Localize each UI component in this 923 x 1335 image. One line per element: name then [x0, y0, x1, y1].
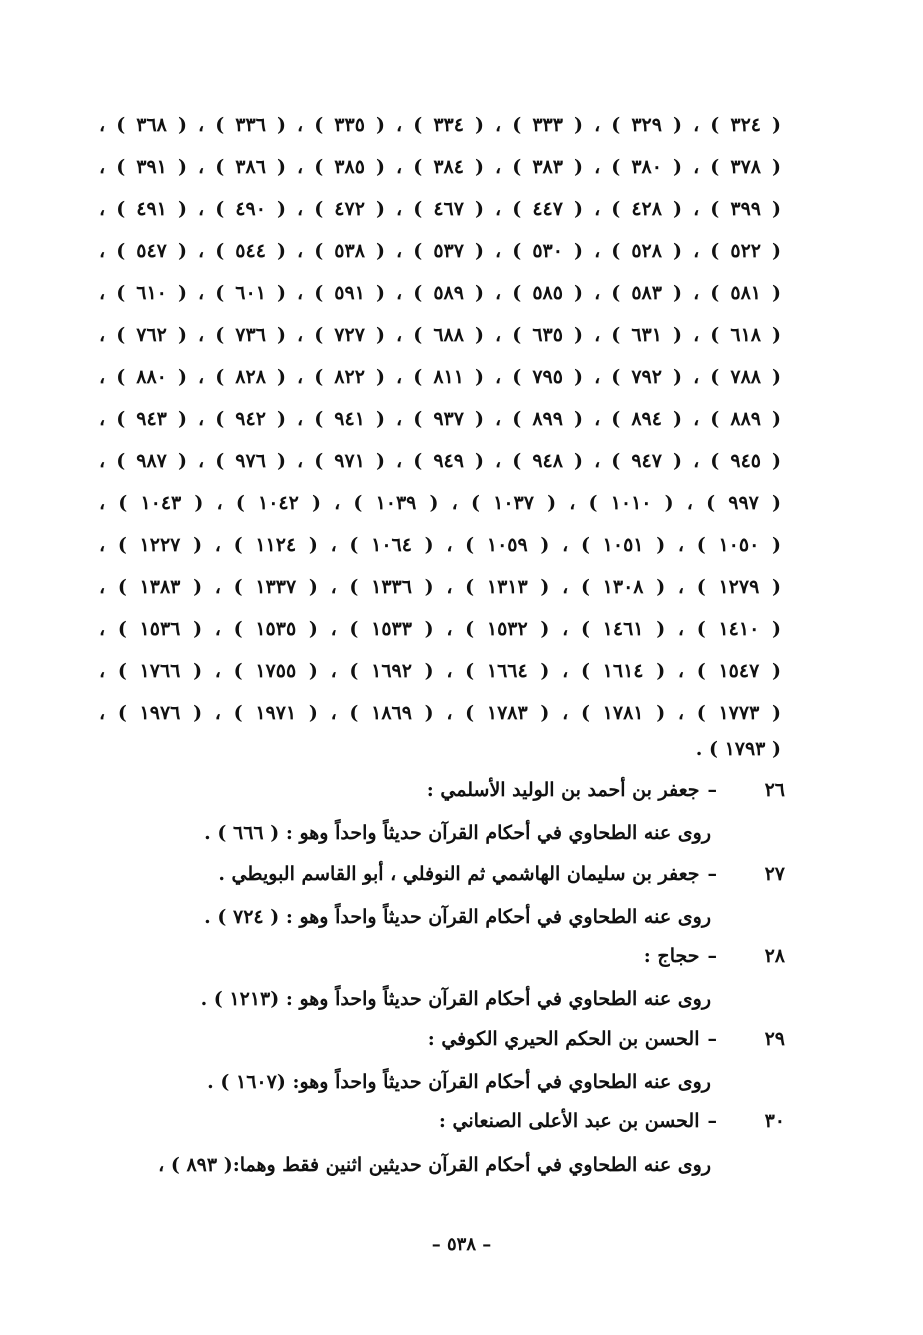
- narrator-entry-heading: [439, 1106, 785, 1136]
- narration-text: روى عنه الطحاوي في أحكام القرآن حديثين اثنين فقط وهما:( ٨٩٣ ) ،: [158, 1154, 711, 1176]
- narration-text: روى عنه الطحاوي في أحكام القرآن حديثاً واحداً وهو : ( ٦٦٦ ) .: [204, 822, 711, 844]
- reference-line: ( ٣٢٤ ) ، ( ٣٢٩ ) ، ( ٣٣٣ ) ، ( ٣٣٤ ) ، ( ٣٣٥ ) ، ( ٣٣٦ ) ، ( ٣٦٨ ) ،: [99, 114, 782, 136]
- reference-line: ( ٥٨١ ) ، ( ٥٨٣ ) ، ( ٥٨٥ ) ، ( ٥٨٩ ) ، ( ٥٩١ ) ، ( ٦٠١ ) ، ( ٦١٠ ) ،: [99, 282, 782, 304]
- reference-line: ( ٣٧٨ ) ، ( ٣٨٠ ) ، ( ٣٨٣ ) ، ( ٣٨٤ ) ، ( ٣٨٥ ) ، ( ٣٨٦ ) ، ( ٣٩١ ) ،: [99, 156, 782, 178]
- reference-line: ( ١٧٧٣ ) ، ( ١٧٨١ ) ، ( ١٧٨٣ ) ، ( ١٨٦٩ ) ، ( ١٩٧١ ) ، ( ١٩٧٦ ) ،: [99, 702, 781, 724]
- narrator-name: جعفر بن سليمان الهاشمي ثم النوفلي ، أبو القاسم البويطي .: [218, 863, 700, 885]
- entry-dash: –: [707, 1028, 717, 1050]
- reference-line: ( ٨٨٩ ) ، ( ٨٩٤ ) ، ( ٨٩٩ ) ، ( ٩٣٧ ) ، ( ٩٤١ ) ، ( ٩٤٢ ) ، ( ٩٤٣ ) ،: [99, 408, 782, 430]
- entry-dash: –: [707, 945, 717, 967]
- reference-line: ( ١٠٥٠ ) ، ( ١٠٥١ ) ، ( ١٠٥٩ ) ، ( ١٠٦٤ ) ، ( ١١٢٤ ) ، ( ١٢٢٧ ) ،: [99, 534, 781, 556]
- reference-line: ( ٣٩٩ ) ، ( ٤٢٨ ) ، ( ٤٤٧ ) ، ( ٤٦٧ ) ، ( ٤٧٢ ) ، ( ٤٩٠ ) ، ( ٤٩١ ) ،: [99, 198, 782, 220]
- narrator-name: الحسن بن عبد الأعلى الصنعاني :: [438, 1110, 700, 1132]
- entry-number: ٢٨: [764, 945, 785, 967]
- narrator-entry-heading: [644, 941, 785, 971]
- reference-line: ( ٩٩٧ ) ، ( ١٠١٠ ) ، ( ١٠٣٧ ) ، ( ١٠٣٩ ) ، ( ١٠٤٢ ) ، ( ١٠٤٣ ) ،: [99, 492, 782, 514]
- narrator-entry-heading: [428, 1024, 785, 1054]
- narration-text: روى عنه الطحاوي في أحكام القرآن حديثاً واحداً وهو : (١٢١٣ ) .: [200, 988, 711, 1010]
- narrator-entry-heading: [218, 859, 785, 889]
- narrator-entry-heading: [427, 775, 785, 805]
- narrator-name: جعفر بن أحمد بن الوليد الأسلمي :: [426, 779, 700, 801]
- reference-line: ( ١٢٧٩ ) ، ( ١٣٠٨ ) ، ( ١٣١٣ ) ، ( ١٣٣٦ ) ، ( ١٣٣٧ ) ، ( ١٣٨٣ ) ،: [99, 576, 781, 598]
- entry-number: ٢٩: [764, 1028, 785, 1050]
- reference-line: ( ٦١٨ ) ، ( ٦٣١ ) ، ( ٦٣٥ ) ، ( ٦٨٨ ) ، ( ٧٢٧ ) ، ( ٧٣٦ ) ، ( ٧٦٢ ) ،: [99, 324, 782, 346]
- reference-line: ( ٧٨٨ ) ، ( ٧٩٢ ) ، ( ٧٩٥ ) ، ( ٨١١ ) ، ( ٨٢٢ ) ، ( ٨٢٨ ) ، ( ٨٨٠ ) ،: [99, 366, 782, 388]
- page-number: – ٥٣٨ –: [431, 1234, 492, 1255]
- narration-text: روى عنه الطحاوي في أحكام القرآن حديثاً واحداً وهو: (١٦٠٧ ) .: [207, 1071, 711, 1093]
- entry-dash: –: [707, 779, 717, 801]
- narration-text: روى عنه الطحاوي في أحكام القرآن حديثاً واحداً وهو : ( ٧٢٤ ) .: [204, 906, 711, 928]
- entry-number: ٢٦: [764, 779, 785, 801]
- entry-number: ٢٧: [764, 863, 785, 885]
- reference-line: ( ١٤١٠ ) ، ( ١٤٦١ ) ، ( ١٥٣٢ ) ، ( ١٥٣٣ ) ، ( ١٥٣٥ ) ، ( ١٥٣٦ ) ،: [99, 618, 781, 640]
- entry-dash: –: [707, 1110, 717, 1132]
- reference-line: ( ٥٢٢ ) ، ( ٥٢٨ ) ، ( ٥٣٠ ) ، ( ٥٣٧ ) ، ( ٥٣٨ ) ، ( ٥٤٤ ) ، ( ٥٤٧ ) ،: [99, 240, 782, 262]
- reference-line: ( ١٥٤٧ ) ، ( ١٦١٤ ) ، ( ١٦٦٤ ) ، ( ١٦٩٢ ) ، ( ١٧٥٥ ) ، ( ١٧٦٦ ) ،: [99, 660, 781, 682]
- narrator-name: حجاج :: [643, 945, 700, 967]
- reference-line: ( ٩٤٥ ) ، ( ٩٤٧ ) ، ( ٩٤٨ ) ، ( ٩٤٩ ) ، ( ٩٧١ ) ، ( ٩٧٦ ) ، ( ٩٨٧ ) ،: [99, 450, 782, 472]
- reference-line-last: ( ١٧٩٣ ) .: [695, 738, 781, 760]
- entry-number: ٣٠: [764, 1110, 785, 1132]
- narrator-name: الحسن بن الحكم الحيري الكوفي :: [427, 1028, 700, 1050]
- entry-dash: –: [707, 863, 717, 885]
